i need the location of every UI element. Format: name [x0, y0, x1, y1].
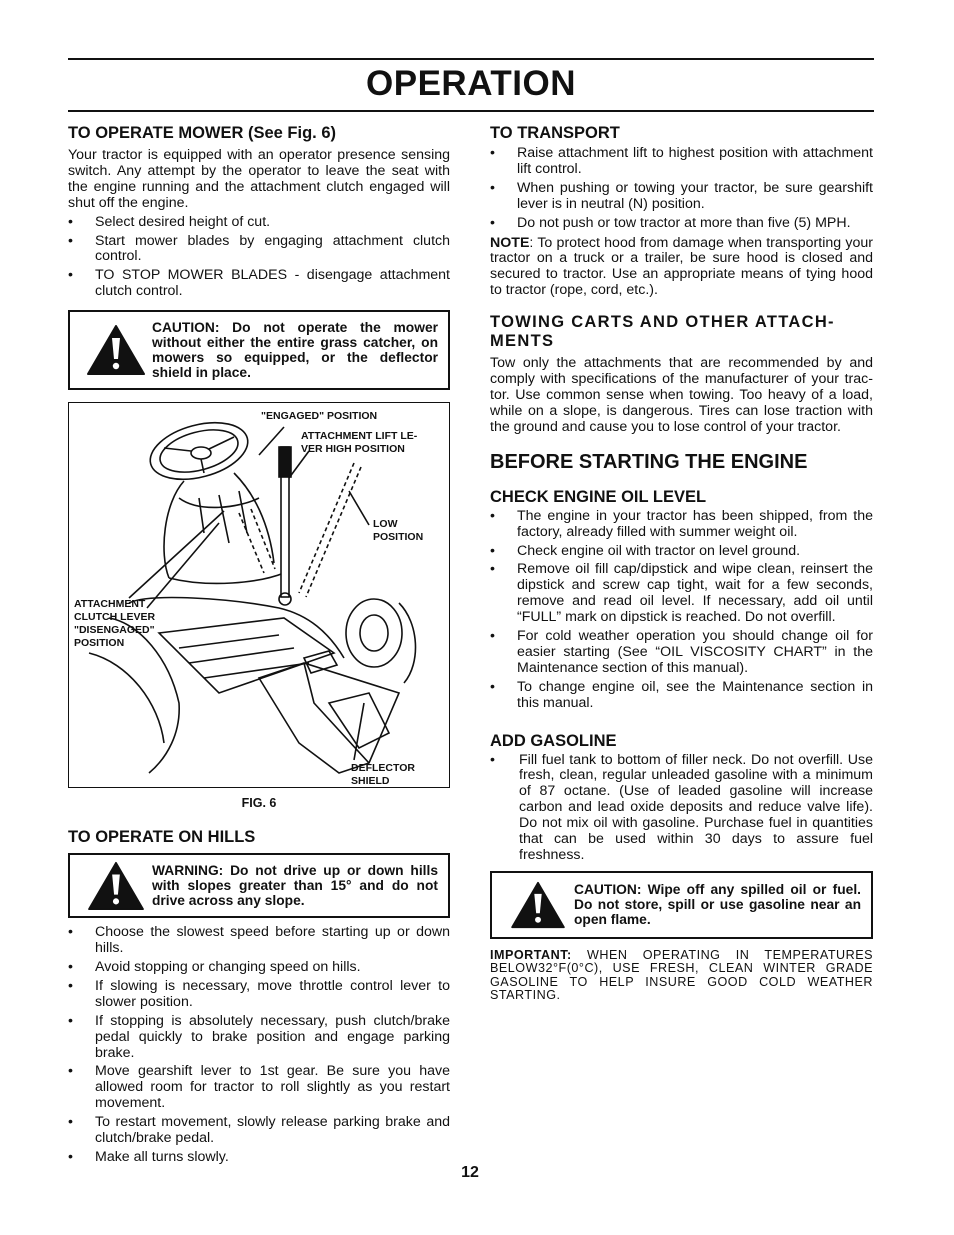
- transport-list: [490, 146, 873, 232]
- page-title: OPERATION: [366, 64, 576, 103]
- page-number: 12: [461, 1164, 479, 1181]
- list-item: • Raise attachment lift to highest position with attachment lift control.: [490, 145, 873, 177]
- figure-label-clutch-lever: ATTACHMENT CLUTCH LEVER "DISENGAGED" POSITION: [74, 598, 156, 650]
- mower-caution-text: CAUTION: Do not operate the mower without either the entire grass catcher, on mowers so equipped, or the deflector shield in place.: [152, 320, 438, 381]
- tractor-illustration: [69, 403, 449, 787]
- mower-caution-box: [68, 310, 450, 390]
- towing-heading: TOWING CARTS AND OTHER ATTACH-MENTS: [490, 313, 835, 351]
- list-item: • Check engine oil with tractor on level ground.: [490, 542, 801, 559]
- list-item: • Avoid stopping or changing speed on hills.: [68, 958, 361, 975]
- list-item: • Select desired height of cut.: [68, 213, 271, 230]
- list-item: • Do not push or tow tractor at more than five (5) MPH.: [490, 214, 851, 231]
- important-note: IMPORTANT: WHEN OPERATING IN TEMPERATURES BELOW32°F(0°C), USE FRESH, CLEAN WINTER GRADE GASOLINE TO HELP INSURE GOOD COLD WEATHER STARTING.: [490, 947, 873, 1003]
- bullet-icon: •: [68, 1148, 73, 1165]
- operate-mower-heading: TO OPERATE MOWER (See Fig. 6): [68, 124, 336, 142]
- bullet-icon: •: [68, 232, 73, 249]
- bullet-icon: •: [68, 1012, 73, 1029]
- warning-triangle-icon: [84, 324, 148, 376]
- title-rule: [68, 110, 874, 112]
- right-column: [490, 124, 873, 1003]
- bullet-icon: •: [68, 267, 73, 284]
- transport-note: NOTE: To protect hood from damage when transporting your tractor on a truck or a trailer, be sure hood is closed and secured to tractor. Use an appropriate means of tying hood to tractor (rope, cord, etc.).: [490, 234, 873, 299]
- operate-mower-intro: Your tractor is equipped with an operator presence sensing switch. Any attempt by the operator to leave the seat with the engine running and the attachment clutch engaged will shut off the engine.: [68, 147, 450, 211]
- bullet-icon: •: [490, 628, 495, 645]
- bullet-icon: •: [490, 507, 495, 524]
- gasoline-list: [490, 753, 873, 864]
- bullet-icon: •: [490, 145, 495, 161]
- list-item: • Choose the slowest speed before starting up or down hills.: [68, 924, 450, 957]
- hills-warning-text: WARNING: Do not drive up or down hills with slopes greater than 15° and do not drive across any slope.: [152, 863, 438, 909]
- gasoline-heading: ADD GASOLINE: [490, 731, 617, 750]
- warning-triangle-icon: [506, 881, 570, 929]
- list-item: • To change engine oil, see the Maintenance section in this manual.: [490, 678, 873, 711]
- gasoline-caution-text: CAUTION: Wipe off any spilled oil or fuel. Do not store, spill or use gasoline near an open flame.: [574, 882, 861, 928]
- figure-6: [68, 402, 450, 788]
- top-rule: [68, 58, 874, 60]
- bullet-icon: •: [68, 1114, 73, 1131]
- figure-label-lift-high: ATTACHMENT LIFT LE- VER HIGH POSITION: [301, 430, 418, 456]
- figure-label-deflector: DEFLECTOR SHIELD: [351, 762, 415, 788]
- hills-heading: TO OPERATE ON HILLS: [68, 828, 256, 847]
- list-item: • When pushing or towing your tractor, be sure gearshift lever is in neutral (N) position.: [490, 179, 873, 212]
- bullet-icon: •: [490, 561, 495, 578]
- list-item: • To restart movement, slowly release parking brake and clutch/brake pedal.: [68, 1114, 450, 1147]
- bullet-icon: •: [490, 678, 495, 695]
- bullet-icon: •: [68, 924, 73, 941]
- bullet-icon: •: [68, 977, 73, 994]
- list-item: • Start mower blades by engaging attachment clutch control.: [68, 232, 450, 265]
- hills-warning-box: [68, 853, 450, 918]
- oil-heading: CHECK ENGINE OIL LEVEL: [490, 487, 707, 506]
- bullet-icon: •: [68, 213, 73, 230]
- list-item: • Make all turns slowly.: [68, 1148, 229, 1165]
- bullet-icon: •: [490, 179, 495, 196]
- list-item: • Move gearshift lever to 1st gear. Be sure you have allowed room for tractor to roll slightly as you restart movement.: [68, 1063, 450, 1112]
- list-item: • Fill fuel tank to bottom of filler neck. Do not overfill. Use fresh, clean, regular unleaded gasoline with a minimum of 87 octane. (Use of leaded gasoline will increase carbon and lead oxide deposits and reduce valve life). Do not mix oil with gasoline. Purchase fuel in quantities that can be used within 30 days to assure fuel freshness.: [490, 751, 873, 863]
- bullet-icon: •: [490, 542, 495, 559]
- list-item: • The engine in your tractor has been shipped, from the factory, already filled with summer weight oil.: [490, 507, 873, 540]
- before-start-heading: BEFORE STARTING THE ENGINE: [490, 450, 808, 473]
- hills-list: [68, 925, 450, 1166]
- figure-label-low-position: LOW POSITION: [373, 518, 424, 544]
- figure-label-engaged: "ENGAGED" POSITION: [261, 410, 378, 423]
- bullet-icon: •: [490, 751, 495, 768]
- list-item: • Remove oil fill cap/dipstick and wipe clean, reinsert the dipstick and screw cap tight, wait for a few seconds, remove and read oil level. If necessary, add oil until “FULL” mark on dipstick is reached. Do not overfill.: [490, 561, 873, 626]
- list-item: • TO STOP MOWER BLADES - disengage attachment clutch control.: [68, 267, 450, 300]
- towing-text: Tow only the attachments that are recommended by and comply with specifications of the manufacturer of your trac-tor. Use common sense when towing. Too heavy of a load, while on a slope, is dangerous. Tires can lose traction with the ground and cause you to lose control of your tractor.: [490, 355, 873, 435]
- oil-list: [490, 509, 873, 712]
- bullet-icon: •: [490, 214, 495, 231]
- list-item: • For cold weather operation you should change oil for easier starting (See “OIL VISCOSITY CHART” in the Maintenance section of this manual).: [490, 628, 873, 676]
- left-column: [68, 124, 450, 1169]
- gasoline-caution-box: [490, 871, 873, 939]
- warning-triangle-icon: [84, 861, 148, 911]
- figure-caption: FIG. 6: [241, 796, 277, 811]
- list-item: • If stopping is absolutely necessary, push clutch/brake pedal quickly to brake position and engage parking brake.: [68, 1012, 450, 1061]
- operate-mower-list: [68, 215, 450, 301]
- list-item: • If slowing is necessary, move throttle control lever to slower position.: [68, 977, 450, 1010]
- bullet-icon: •: [68, 1063, 73, 1080]
- transport-heading: TO TRANSPORT: [490, 124, 620, 142]
- bullet-icon: •: [68, 958, 73, 975]
